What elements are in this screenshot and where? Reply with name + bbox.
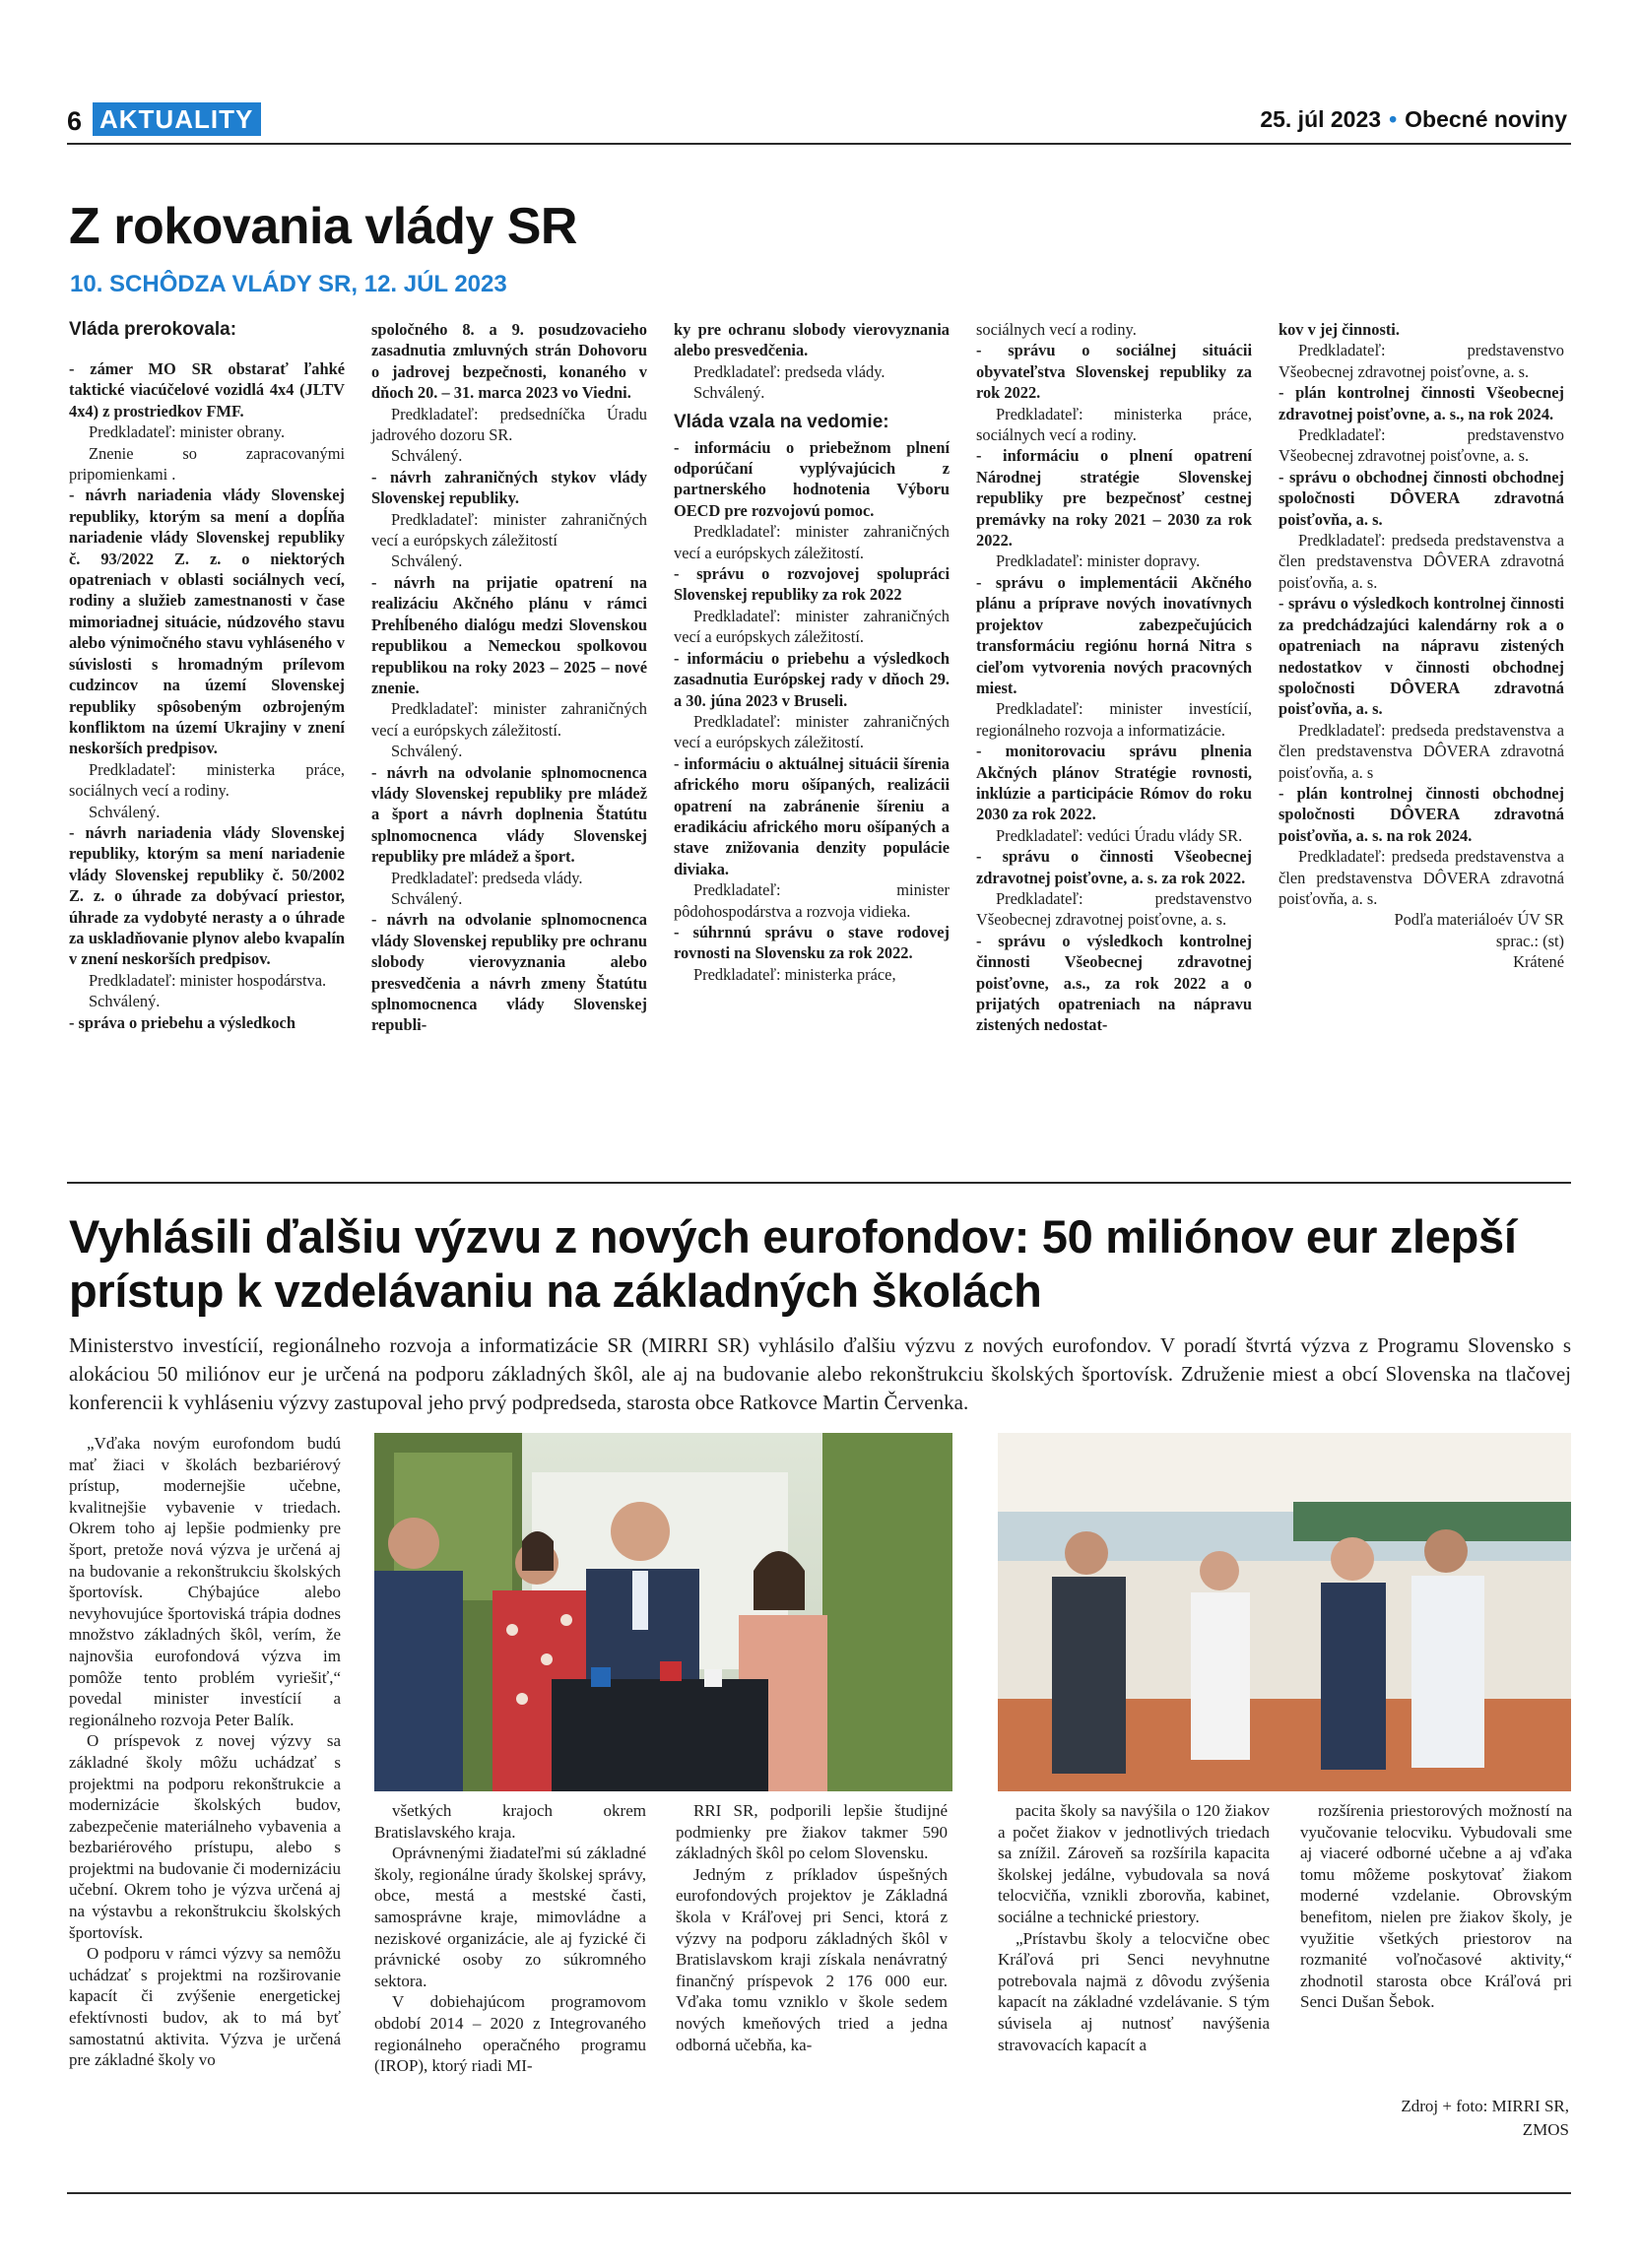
paragraph: Schválený. [391,742,463,761]
paragraph: Predkladateľ: minister dopravy. [996,551,1201,571]
paragraph: - informáciu o priebežnom plnení odporúčaní vyplývajúcich z partnerského hodnotenia Výboru OECD pre rozvojovú pomoc. [674,437,950,520]
article1-column-4 [976,319,1252,1036]
paragraph: Schválený. [89,992,161,1011]
paragraph: rozšírenia priestorových možností na vyučovanie telocviku. Vybudovali sme aj viaceré odborné učebne a aj vďaka tomu môžeme poskytovať žiakom moderné vzdelanie. Obrovským benefitom, nielen pre žiakov školy, je využitie všetkých priestorov na rozmanité voľnočasové aktivity,“ zhodnotil starosta obce Kráľová pri Senci Dušan Šebok. [1300,1801,1572,2012]
paragraph: sociálnych vecí a rodiny. [976,320,1137,339]
paragraph: - informáciu o priebehu a výsledkoch zasadnutia Európskej rady v dňoch 29. a 30. júna 2023 v Bruseli. [674,648,950,710]
paragraph: - plán kontrolnej činnosti obchodnej spoločnosti DÔVERA zdravotná poisťovňa, a. s. na rok 2024. [1279,783,1564,845]
paragraph: - návrh zahraničných stykov vlády Slovenskej republiky. [371,467,647,508]
paragraph: Predkladateľ: predseda predstavenstva a člen predstavenstva DÔVERA zdravotná poisťovňa, a. s. [1279,847,1564,908]
paragraph: - informáciu o plnení opatrení Národnej stratégie Slovenskej republiky pre bezpečnosť cestnej premávky na roky 2021 – 2030 za rok 2022. [976,446,1252,551]
article1-column-5 [1279,319,1564,973]
school-visit-photo [998,1433,1571,1791]
paragraph: Schválený. [391,888,463,908]
article2-title: Vyhlásili ďalšiu výzvu z nových eurofondov: 50 miliónov eur zlepší prístup k vzdelávaniu na základných školách [69,1210,1517,1317]
paragraph: RRI SR, podporili lepšie študijné podmienky pre žiakov takmer 590 základných škôl po celom Slovensku. [676,1801,948,1863]
paragraph: Predkladateľ: ministerka práce, [693,964,896,984]
paragraph: Predkladateľ: predseda predstavenstva a člen predstavenstva DÔVERA zdravotná poisťovňa, a. s [1279,720,1564,782]
paragraph: Schválený. [89,802,161,821]
paragraph: Predkladateľ: minister investícií, regionálneho rozvoja a informatizácie. [976,699,1252,740]
paragraph: O podporu v rámci výzvy sa nemôžu uchádzať s projektmi na rozširovanie kapacít či zvýšenie energetickej efektívnosti budov, ak to má byť samostatnú aktivita. Výzva je určená pre základné školy vo [69,1944,341,2070]
article2-column-1 [69,1433,341,2071]
issue-date: 25. júl 2023 [1260,106,1382,132]
paragraph: - návrh na odvolanie splnomocnenca vlády Slovenskej republiky pre mládež a šport a návrh doplnenia Štatútu splnomocnenca vlády Slovenskej republiky pre mládež a šport. [371,762,647,867]
paragraph: Schválený. [391,551,463,571]
paragraph: - návrh na prijatie opatrení na realizáciu Akčného plánu v rámci Prehĺbeného dialógu medzi Slovenskou republikou a Nemeckou spolkovou republikou na roky 2023 – 2025 – nové znenie. [371,572,647,697]
paragraph: Schválený. [693,383,765,403]
paragraph: spoločného 8. a 9. posudzovacieho zasadnutia zmluvných strán Dohovoru o jadrovej bezpečnosti, konaného v dňoch 20. – 31. marca 2023 vo Viedni. [371,320,647,403]
paragraph: - správu o rozvojovej spolupráci Slovenskej republiky za rok 2022 [674,564,950,605]
paragraph: Oprávnenými žiadateľmi sú základné školy, regionálne úrady školskej správy, obce, mestá a mestské časti, samosprávne kraje, mimovládne a neziskové organizácie, ale aj fyzické či právnické osoby zo súkromného sektora. [374,1844,646,1990]
credit-org: ZMOS [1522,2120,1569,2139]
issue-info [1260,106,1567,133]
paragraph: Predkladateľ: ministerka práce, sociálnych vecí a rodiny. [976,404,1252,445]
paragraph: - informáciu o aktuálnej situácii šírenia afrického moru ošípaných, realizácii opatrení na zabránenie šíreniu a eradikáciu afrického moru ošípaných a stave znižovania denzity populácie diviaka. [674,753,950,878]
paragraph: - návrh nariadenia vlády Slovenskej republiky, ktorým sa mení nariadenie vlády Slovenskej republiky č. 50/2002 Z. z. o úhrade za dobývací priestor, úhrade za vydobyté nerasty a o úhrade za uskladňovanie plynov alebo kvapalín v znení neskorších predpisov. [69,822,345,969]
article2-lead: Ministerstvo investícií, regionálneho rozvoja a informatizácie SR (MIRRI SR) vyhlásilo ďalšiu výzvu z nových eurofondov. V poradí štvrtá výzva z Programu Slovensko s alokáciou 50 miliónov eur je určená na podporu základných škôl, ale aj na budovanie alebo rekonštrukciu školských športovísk. Združenie miest a obcí Slovenska na tlačovej konferencii k vyhláseniu výzvy zastupoval jeho prvý podpredseda, starosta obce Ratkovce Martin Červenka. [69,1333,1571,1414]
paragraph: Predkladateľ: vedúci Úradu vlády SR. [996,825,1243,845]
paragraph: - správu o implementácii Akčného plánu a príprave nových inovatívnych projektov zabezpečujúcich transformáciu regiónu horná Nitra s cieľom vytvorenia nových pracovných miest. [976,572,1252,697]
paragraph: Predkladateľ: predstavenstvo Všeobecnej zdravotnej poisťovne, a. s. [1279,341,1564,381]
paragraph: Predkladateľ: predstavenstvo Všeobecnej zdravotnej poisťovne, a. s. [1279,425,1564,466]
separator-dot: • [1389,106,1398,132]
article2-column-4 [998,1800,1270,2055]
page-number: 6 [67,106,83,136]
paragraph: - správa o priebehu a výsledkoch [69,1012,295,1032]
paragraph: Predkladateľ: minister zahraničných vecí a európskych záležitostí. [674,522,950,562]
paragraph: Predkladateľ: predseda vlády. [693,361,886,381]
article1-subtitle: 10. SCHÔDZA VLÁDY SR, 12. JÚL 2023 [70,271,507,297]
paragraph: Predkladateľ: predseda vlády. [391,868,583,887]
paragraph: V dobiehajúcom programovom období 2014 – 2020 z Integrovaného regionálneho operačného programu (IROP), ktorý riadi MI- [374,1992,646,2076]
paragraph: Predkladateľ: predstavenstvo Všeobecnej zdravotnej poisťovne, a. s. [976,888,1252,930]
paragraph: „Prístavbu školy a telocvične obec Kráľová pri Senci nevyhnutne potrebovala najmä z dôvodu zvýšenia kapacít na základné vzdelávanie. S tým súvisela aj nutnosť navýšenia stravovacích kapacít a [998,1928,1270,2054]
paragraph: pacita školy sa navýšila o 120 žiakov a počet žiakov v jednotlivých triedach sa znížil. Zároveň sa rozšírila kapacita školskej jedálne, vybudovala sa nová telocvičňa, vznikli zborovňa, kabinet, sociálne a technické priestory. [998,1801,1270,1926]
paragraph: - monitorovaciu správu plnenia Akčných plánov Stratégie rovnosti, inklúzie a participácie Rómov do roku 2030 za rok 2022. [976,742,1252,824]
paragraph: Schválený. [391,446,463,466]
paragraph: - návrh nariadenia vlády Slovenskej republiky, ktorým sa mení a dopĺňa nariadenie vlády Slovenskej republiky č. 93/2022 Z. z. o niektorých opatreniach v oblasti sociálnych vecí, rodiny a služieb zamestnanosti v čase mimoriadnej situácie, núdzového stavu alebo výnimočného stavu vyhláseného v súvislosti s hromadným prílevom cudzincov na území Slovenskej republiky spôsobeným ozbrojeným konfliktom na území Ukrajiny v znení neskorších predpisov. [69,486,345,758]
paragraph: - správu o sociálnej situácii obyvateľstva Slovenskej republiky za rok 2022. [976,341,1252,403]
paragraph: Predkladateľ: minister hospodárstva. [89,970,327,990]
paragraph: ky pre ochranu slobody vierovyznania alebo presvedčenia. [674,320,950,360]
article1-column-2 [371,319,647,1036]
paragraph: - správu o činnosti Všeobecnej zdravotnej poisťovne, a. s. za rok 2022. [976,847,1252,887]
article2-column-5 [1300,1800,1572,2013]
paragraph: Podľa materiáloév ÚV SR [1394,910,1564,930]
paragraph: Vláda prerokovala: [69,319,237,340]
paragraph: - zámer MO SR obstarať ľahké taktické viacúčelové vozidlá 4x4 (JLTV 4x4) z prostriedkov FMF. [69,359,345,421]
paragraph: kov v jej činnosti. [1279,320,1400,339]
paragraph: - správu o výsledkoch kontrolnej činnosti Všeobecnej zdravotnej poisťovne, a.s., za rok 2022 a o prijatých opatreniach na nápravu zistených nedostat- [976,931,1252,1035]
paragraph: Predkladateľ: minister obrany. [89,422,286,442]
article-divider [67,1182,1571,1184]
article2-column-3 [676,1800,948,2055]
footer-rule [67,2192,1571,2194]
article2-column-2 [374,1800,646,2077]
paragraph: Predkladateľ: predsedníčka Úradu jadrového dozoru SR. [371,404,647,445]
paragraph: - návrh na odvolanie splnomocnenca vlády Slovenskej republiky pre ochranu slobody vierovyznania alebo presvedčenia a návrh zmeny Štatútu splnomocnenca vlády Slovenskej republi- [371,910,647,1035]
paragraph: Predkladateľ: predseda predstavenstva a člen predstavenstva DÔVERA zdravotná poisťovňa, a. s. [1279,531,1564,592]
paragraph: - súhrnnú správu o stave rodovej rovnosti na Slovensku za rok 2022. [674,922,950,963]
paragraph: Predkladateľ: minister zahraničných vecí a európskych záležitostí. [371,699,647,740]
paragraph: všetkých krajoch okrem Bratislavského kraja. [374,1801,646,1842]
press-conference-photo [374,1433,952,1791]
paragraph: - plán kontrolnej činnosti Všeobecnej zdravotnej poisťovne, a. s., na rok 2024. [1279,383,1564,423]
article2-credit [1401,2095,1569,2142]
section-label: AKTUALITY [93,102,261,136]
credit-source: Zdroj + foto: MIRRI SR, [1401,2097,1569,2115]
paragraph: Jedným z príkladov úspešných eurofondových projektov je Základná škola v Kráľovej pri Senci, ktorá z výzvy na podporu základných škôl v Bratislavskom kraji získala nenávratný finančný príspevok 2 176 000 eur. Vďaka tomu vzniklo v škole sedem nových kmeňových tried a jedna odborná učebňa, ka- [676,1864,948,2054]
paragraph: - správu o výsledkoch kontrolnej činnosti za predchádzajúci kalendárny rok a o opatreniach na nápravu zistených nedostatkov v činnosti obchodnej spoločnosti DÔVERA zdravotná poisťovňa, a. s. [1279,594,1564,719]
paragraph: Znenie so zapracovanými pripomienkami . [69,443,345,485]
paragraph: Predkladateľ: ministerka práce, sociálnych vecí a rodiny. [69,759,345,801]
paragraph: Krátené [1513,952,1564,972]
press-conference-image [374,1433,952,1791]
article1-title: Z rokovania vlády SR [69,198,577,255]
article1-column-3 [674,319,950,985]
paragraph: O príspevok z novej výzvy sa základné školy môžu uchádzať s projektmi na podporu rekonštrukcie a modernizácie školských budov, zabezpečenie materiálneho vybavenia a bezbariérového prístupu, alebo s projektmi na budovanie či modernizáciu učební. Okrem toho je výzva určená aj na výstavbu a rekonštrukciu školských športovísk. [69,1731,341,1942]
paragraph: Predkladateľ: minister zahraničných vecí a európskych záležitostí. [674,711,950,752]
paragraph: Predkladateľ: minister zahraničných vecí a európskych záležitostí. [674,606,950,647]
paragraph: sprac.: (st) [1495,931,1564,950]
paragraph: Vláda vzala na vedomie: [674,411,889,432]
school-visit-image [998,1433,1571,1791]
header-rule [67,143,1571,145]
paragraph: - správu o obchodnej činnosti obchodnej spoločnosti DÔVERA zdravotná poisťovňa, a. s. [1279,467,1564,529]
paragraph: Predkladateľ: minister zahraničných vecí a európskych záležitostí [371,509,647,551]
paragraph: Predkladateľ: minister pôdohospodárstva a rozvoja vidieka. [674,880,950,921]
paragraph: „Vďaka novým eurofondom budú mať žiaci v školách bezbariérový prístup, modernejšie učebne, kvalitnejšie vybavenie v triedach. Okrem toho aj lepšie podmienky pre šport, pretože nová výzva je určená aj na budovanie a rekonštrukciu školských športovísk. Chýbajúce alebo nevyhovujúce športoviská trápia dodnes množstvo základných škôl, verím, že najnovšia eurofondová výzva im pomôže tento problém vyriešiť,“ povedal minister investícií a regionálneho rozvoja Peter Balík. [69,1434,341,1729]
article1-column-1 [69,319,345,1033]
publication-name: Obecné noviny [1405,106,1567,132]
